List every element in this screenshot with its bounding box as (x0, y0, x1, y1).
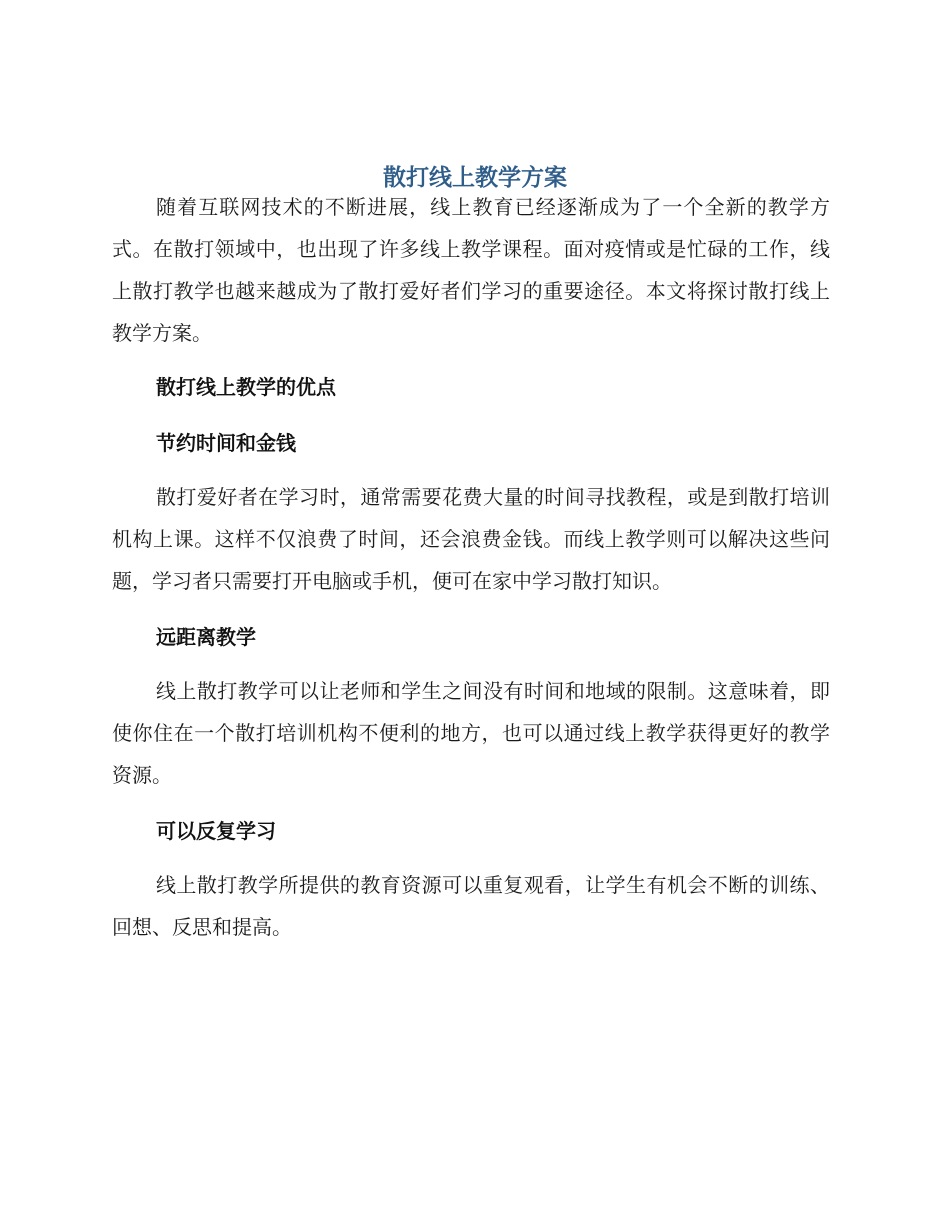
paragraph-repeat-learning: 线上散打教学所提供的教育资源可以重复观看，让学生有机会不断的训练、回想、反思和提高。 (112, 873, 830, 939)
subheading-remote-teaching: 远距离教学 (156, 625, 256, 649)
subheading-save-time-money: 节约时间和金钱 (156, 431, 296, 455)
subheading-repeat-learning: 可以反复学习 (156, 819, 276, 843)
intro-paragraph: 随着互联网技术的不断进展，线上教育已经逐渐成为了一个全新的教学方式。在散打领域中，也出现了许多线上教学课程。面对疫情或是忙碌的工作，线上散打教学也越来越成为了散打爱好者们学习的重要途径。本文将探讨散打线上教学方案。 (112, 195, 830, 345)
paragraph-remote-teaching: 线上散打教学可以让老师和学生之间没有时间和地域的限制。这意味着，即使你住在一个散打培训机构不便利的地方，也可以通过线上教学获得更好的教学资源。 (112, 679, 830, 787)
section-heading-advantages: 散打线上教学的优点 (156, 375, 336, 399)
paragraph-save-time-money: 散打爱好者在学习时，通常需要花费大量的时间寻找教程，或是到散打培训机构上课。这样不仅浪费了时间，还会浪费金钱。而线上教学则可以解决这些问题，学习者只需要打开电脑或手机，便可在家中学习散打知识。 (112, 485, 830, 593)
document-title: 散打线上教学方案 (383, 165, 567, 192)
